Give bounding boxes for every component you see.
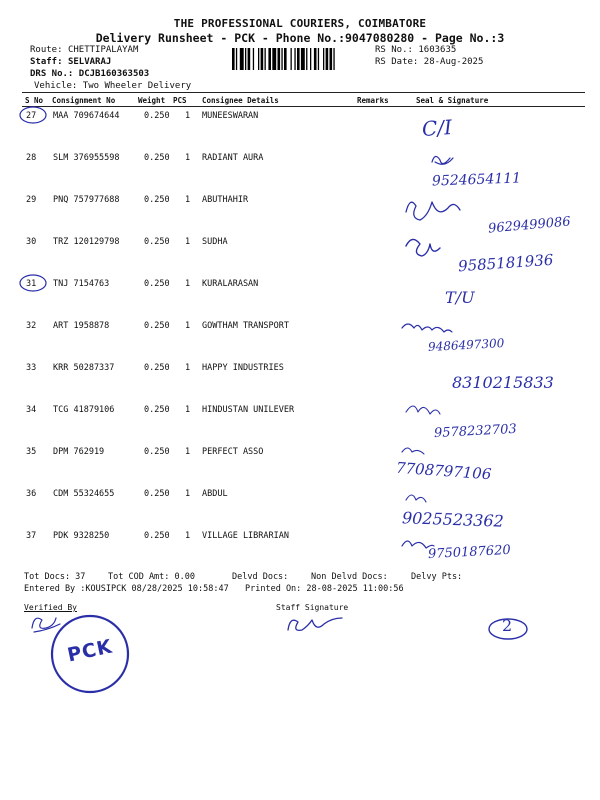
row-pcs: 1 bbox=[185, 531, 191, 541]
row-sno: 27 bbox=[26, 111, 37, 121]
barcode bbox=[232, 48, 370, 70]
circle-mark-31 bbox=[18, 272, 52, 294]
staff-label: Staff: bbox=[30, 57, 63, 67]
footer-tot-docs: Tot Docs: 37 bbox=[24, 572, 86, 582]
row-consignment: PNQ 757977688 bbox=[53, 195, 120, 205]
row-consignee: GOWTHAM TRANSPORT bbox=[202, 321, 289, 331]
vehicle-label: Vehicle: bbox=[34, 81, 78, 91]
row-consignee: ABUTHAHIR bbox=[202, 195, 249, 205]
rs-date-label: RS Date: bbox=[375, 57, 419, 67]
signature-33: 8310215833 bbox=[452, 373, 554, 392]
route-value: CHETTIPALAYAM bbox=[67, 45, 139, 55]
signature-34: 9578232703 bbox=[433, 421, 518, 442]
drs-label: DRS No.: bbox=[30, 69, 74, 79]
vehicle-value: Two Wheeler Delivery bbox=[82, 81, 192, 91]
col-pcs: PCS bbox=[173, 96, 187, 105]
row-pcs: 1 bbox=[185, 363, 191, 373]
rs-no-value: 1603635 bbox=[418, 45, 457, 55]
row-pcs: 1 bbox=[185, 321, 191, 331]
row-consignee: RADIANT AURA bbox=[202, 153, 264, 163]
footer-non-delvd: Non Delvd Docs: bbox=[311, 572, 388, 582]
row-sno: 28 bbox=[26, 153, 37, 163]
row-sno: 37 bbox=[26, 531, 37, 541]
row-pcs: 1 bbox=[185, 111, 191, 121]
row-consignment: TRZ 120129798 bbox=[53, 237, 120, 247]
footer-delvd: Delvd Docs: bbox=[232, 572, 289, 582]
rs-no-label: RS No.: bbox=[375, 45, 413, 55]
rs-date-line bbox=[375, 57, 483, 67]
row-pcs: 1 bbox=[185, 447, 191, 457]
rs-no-line bbox=[375, 45, 456, 55]
drs-value: DCJB160363503 bbox=[78, 69, 150, 79]
row-pcs: 1 bbox=[185, 405, 191, 415]
row-sno: 29 bbox=[26, 195, 37, 205]
rs-date-value: 28-Aug-2025 bbox=[423, 57, 484, 67]
row-weight: 0.250 bbox=[144, 321, 170, 331]
footer-printed-on: Printed On: 28-08-2025 11:00:56 bbox=[245, 584, 404, 594]
signature-32: 9486497300 bbox=[427, 336, 505, 354]
signature-30: 9585181936 bbox=[457, 250, 554, 276]
staff-signature-scribble bbox=[284, 610, 354, 640]
signature-scribbles bbox=[400, 150, 590, 570]
staff-line bbox=[30, 57, 111, 67]
row-weight: 0.250 bbox=[144, 447, 170, 457]
row-sno: 30 bbox=[26, 237, 37, 247]
pck-stamp-text: PCK bbox=[65, 635, 115, 667]
row-sno: 35 bbox=[26, 447, 37, 457]
row-weight: 0.250 bbox=[144, 111, 170, 121]
row-weight: 0.250 bbox=[144, 363, 170, 373]
row-pcs: 1 bbox=[185, 279, 191, 289]
row-weight: 0.250 bbox=[144, 237, 170, 247]
row-weight: 0.250 bbox=[144, 195, 170, 205]
signature-29: 9629499086 bbox=[487, 214, 572, 237]
footer-entered-by: Entered By :KOUSIPCK 08/28/2025 10:58:47 bbox=[24, 584, 229, 594]
row-sno: 34 bbox=[26, 405, 37, 415]
row-pcs: 1 bbox=[185, 489, 191, 499]
row-consignee: HINDUSTAN UNILEVER bbox=[202, 405, 295, 415]
col-weight: Weight bbox=[138, 96, 166, 105]
staff-value: SELVARAJ bbox=[67, 57, 112, 67]
footer-delvy-pts: Delvy Pts: bbox=[411, 572, 463, 582]
row-weight: 0.250 bbox=[144, 489, 170, 499]
drs-line bbox=[30, 69, 149, 79]
row-consignee: PERFECT ASSO bbox=[202, 447, 264, 457]
row-consignment: CDM 55324655 bbox=[53, 489, 115, 499]
col-sno: S No bbox=[25, 96, 44, 105]
col-consignee: Consignee Details bbox=[202, 96, 279, 105]
col-seal-signature: Seal & Signature bbox=[416, 96, 489, 105]
route-label: Route: bbox=[30, 45, 63, 55]
row-consignment: MAA 709674644 bbox=[53, 111, 120, 121]
signature-27: C/I bbox=[421, 114, 453, 142]
row-sno: 32 bbox=[26, 321, 37, 331]
row-weight: 0.250 bbox=[144, 405, 170, 415]
signature-36: 9025523362 bbox=[401, 508, 505, 531]
circle-mark-27 bbox=[18, 104, 52, 126]
row-weight: 0.250 bbox=[144, 279, 170, 289]
row-sno: 31 bbox=[26, 279, 37, 289]
row-consignment: ART 1958878 bbox=[53, 321, 110, 331]
vehicle-line bbox=[34, 81, 191, 91]
signature-37: 9750187620 bbox=[427, 542, 512, 563]
row-pcs: 1 bbox=[185, 195, 191, 205]
row-consignee: ABDUL bbox=[202, 489, 228, 499]
signature-35: 7708797106 bbox=[395, 458, 492, 484]
row-consignment: DPM 762919 bbox=[53, 447, 105, 457]
header-bottom-rule bbox=[22, 106, 585, 107]
row-weight: 0.250 bbox=[144, 531, 170, 541]
signature-28: 9524654111 bbox=[431, 170, 522, 190]
col-remarks: Remarks bbox=[357, 96, 389, 105]
row-consignee: SUDHA bbox=[202, 237, 228, 247]
row-consignee: MUNEESWARAN bbox=[202, 111, 259, 121]
row-sno: 33 bbox=[26, 363, 37, 373]
row-sno: 36 bbox=[26, 489, 37, 499]
verified-by-label: Verified By bbox=[24, 603, 77, 612]
runsheet-subtitle: Delivery Runsheet - PCK - Phone No.:9047080280 - Page No.:3 bbox=[95, 31, 505, 45]
row-consignee: VILLAGE LIBRARIAN bbox=[202, 531, 289, 541]
row-weight: 0.250 bbox=[144, 153, 170, 163]
header-top-rule bbox=[22, 92, 585, 93]
row-pcs: 1 bbox=[185, 237, 191, 247]
row-consignment: KRR 50287337 bbox=[53, 363, 115, 373]
row-consignment: TCG 41879106 bbox=[53, 405, 115, 415]
row-consignment: TNJ 7154763 bbox=[53, 279, 110, 289]
row-consignment: SLM 376955598 bbox=[53, 153, 120, 163]
page-mark-number: 2 bbox=[502, 616, 513, 635]
col-consignment: Consignment No bbox=[52, 96, 116, 105]
staff-signature-label: Staff Signature bbox=[276, 603, 349, 612]
route-line bbox=[30, 45, 138, 55]
row-consignment: PDK 9328250 bbox=[53, 531, 110, 541]
table-row bbox=[22, 111, 582, 153]
row-consignee: HAPPY INDUSTRIES bbox=[202, 363, 284, 373]
row-consignee: KURALARASAN bbox=[202, 279, 259, 289]
signature-31: T/U bbox=[445, 288, 475, 307]
company-title: THE PROFESSIONAL COURIERS, COIMBATORE bbox=[173, 17, 427, 30]
row-pcs: 1 bbox=[185, 153, 191, 163]
footer-tot-cod: Tot COD Amt: 0.00 bbox=[108, 572, 195, 582]
